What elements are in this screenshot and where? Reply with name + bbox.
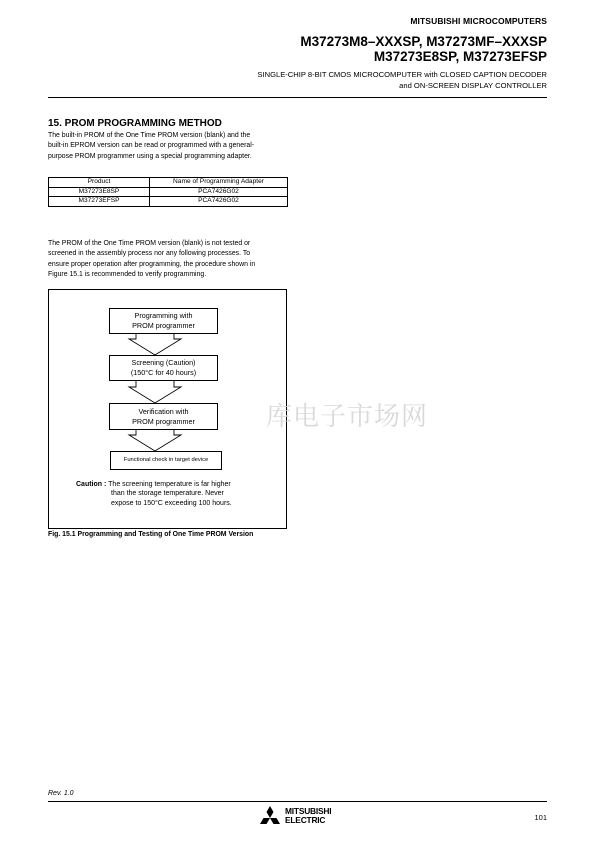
document-title-line2: M37273E8SP, M37273EFSP — [373, 49, 547, 64]
caution-label: Caution : — [76, 481, 107, 488]
caution-note — [76, 480, 232, 508]
mitsubishi-logo — [256, 806, 351, 830]
body-line: Figure 15.1 is recommended to verify programming. — [48, 271, 207, 279]
table-row — [49, 187, 288, 197]
body-line: screened in the assembly process nor any following processes. To — [48, 250, 251, 258]
flow-step-text: Verification with — [138, 406, 189, 416]
section-title: 15. PROM PROGRAMMING METHOD — [48, 118, 222, 129]
intro-line: The built-in PROM of the One Time PROM version (blank) and the — [48, 132, 251, 139]
body-line: The PROM of the One Time PROM version (blank) is not tested or — [48, 240, 251, 247]
intro-line: purpose PROM programmer using a special programming adapter. — [48, 152, 252, 160]
flow-step-text: PROM programmer — [132, 321, 195, 330]
company-header: MITSUBISHI MICROCOMPUTERS — [410, 16, 547, 26]
flow-arrow-3 — [129, 429, 181, 451]
figure-caption: Fig. 15.1 Programming and Testing of One Time PROM Version — [48, 531, 254, 538]
flow-step-screening — [109, 355, 218, 381]
body-line: ensure proper operation after programming, the procedure shown in — [48, 260, 256, 268]
table-header-cell: Product — [49, 178, 150, 188]
table-cell: PCA7426G02 — [150, 187, 288, 197]
footer-divider — [48, 801, 547, 802]
page-number: 101 — [534, 813, 547, 822]
flow-arrow-2 — [129, 380, 181, 403]
flow-step-verification — [109, 403, 218, 430]
flow-step-text: (150°C for 40 hours) — [130, 368, 197, 377]
flow-step-text: Programming with — [134, 311, 193, 321]
watermark: 库电子市场网 — [266, 402, 429, 432]
caution-line: than the storage temperature. Never — [111, 490, 224, 498]
flow-step-text: Screening (Caution) — [131, 358, 196, 368]
flow-step-text: Functional check in target device — [123, 456, 209, 463]
logo-wordmark — [285, 807, 331, 826]
document-title-line1: M37273M8–XXXSP, M37273MF–XXXSP — [300, 34, 547, 49]
revision-label: Rev. 1.0 — [48, 790, 74, 797]
document-subtitle-line2: and ON-SCREEN DISPLAY CONTROLLER — [399, 81, 547, 90]
table-cell: M37273EFSP — [49, 197, 150, 207]
table-cell: M37273E8SP — [49, 187, 150, 197]
flowchart-figure — [48, 289, 287, 529]
intro-line: built-in EPROM version can be read or programmed with a general- — [48, 142, 255, 150]
header-divider — [48, 97, 547, 98]
logo-line: ELECTRIC — [285, 815, 326, 826]
document-subtitle-line1: SINGLE-CHIP 8-BIT CMOS MICROCOMPUTER with CLOSED CAPTION DECODER — [257, 70, 547, 79]
flow-arrow-1 — [129, 333, 181, 355]
caution-line: expose to 150°C exceeding 100 hours. — [111, 499, 232, 507]
three-diamonds-icon — [256, 806, 284, 830]
logo-line: MITSUBISHI — [285, 806, 332, 816]
flow-step-text: PROM programmer — [132, 416, 195, 426]
adapter-table — [48, 177, 288, 207]
flow-step-programming — [109, 308, 218, 334]
table-cell: PCA7426G02 — [150, 197, 288, 207]
table-header-cell: Name of Programming Adapter — [150, 178, 288, 188]
intro-paragraph — [48, 131, 290, 162]
caution-line: The screening temperature is far higher — [108, 481, 231, 488]
table-row — [49, 197, 288, 207]
table-header-row — [49, 178, 288, 188]
body-paragraph — [48, 239, 290, 281]
flow-step-functional-check — [110, 451, 222, 470]
